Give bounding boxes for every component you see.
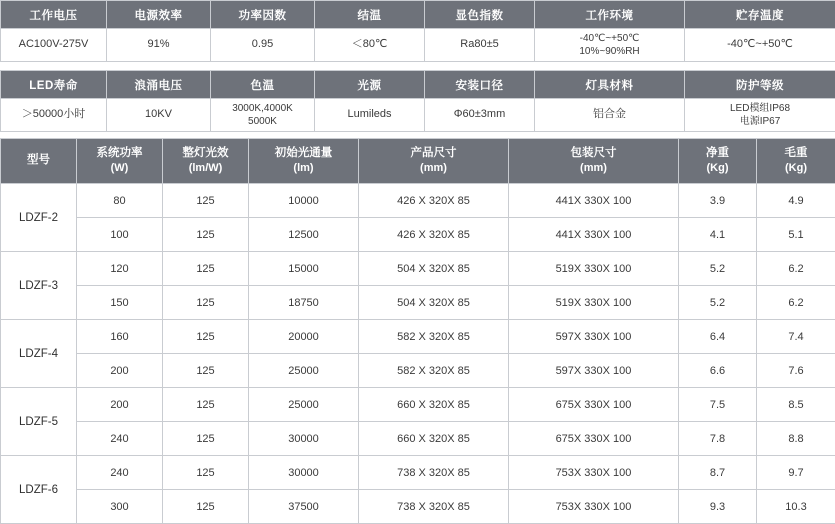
table-row [1, 320, 835, 354]
model-table-body [1, 184, 835, 524]
cell-net-weight: 7.8 [679, 422, 757, 456]
spec2-header-surge-voltage: 浪涌电压 [107, 71, 211, 99]
cell-net-weight: 9.3 [679, 490, 757, 524]
cell-package-size: 753X 330X 100 [509, 456, 679, 490]
column-header-efficacy-label: 整灯光效 [183, 147, 229, 159]
cell-efficacy: 125 [163, 490, 249, 524]
spec-table-electrical [0, 0, 835, 62]
cell-gross-weight: 4.9 [757, 184, 835, 218]
cell-system-power: 240 [77, 422, 163, 456]
cell-product-size: 504 X 320X 85 [359, 252, 509, 286]
cell-efficacy: 125 [163, 286, 249, 320]
cell-net-weight: 6.6 [679, 354, 757, 388]
cell-efficacy: 125 [163, 252, 249, 286]
cct-line-1: 3000K,4000K [212, 102, 313, 115]
cell-gross-weight: 8.5 [757, 388, 835, 422]
spec1-header-voltage: 工作电压 [1, 1, 107, 29]
column-header-product-size [359, 139, 509, 184]
cell-system-power: 240 [77, 456, 163, 490]
cell-efficacy: 125 [163, 320, 249, 354]
spec2-value-light-source: Lumileds [315, 99, 425, 132]
model-name-cell: LDZF-2 [1, 184, 77, 252]
table-row [1, 354, 835, 388]
cell-system-power: 80 [77, 184, 163, 218]
cell-package-size: 597X 330X 100 [509, 320, 679, 354]
spec2-value-housing-material: 铝合金 [535, 99, 685, 132]
cct-line-2: 5000K [212, 115, 313, 128]
table-row [1, 99, 835, 132]
cell-system-power: 200 [77, 388, 163, 422]
spec1-header-cri: 显色指数 [425, 1, 535, 29]
spec1-header-power-factor: 功率因数 [211, 1, 315, 29]
spec2-header-led-lifespan: LED寿命 [1, 71, 107, 99]
cell-initial-flux: 25000 [249, 354, 359, 388]
cell-product-size: 582 X 320X 85 [359, 320, 509, 354]
cell-gross-weight: 6.2 [757, 252, 835, 286]
spec1-header-junction-temp: 结温 [315, 1, 425, 29]
column-header-system-power-label: 系统功率 [97, 147, 143, 159]
column-header-initial-flux-label: 初始光通量 [275, 147, 333, 159]
spec2-header-ip-rating: 防护等级 [685, 71, 835, 99]
column-header-net-weight-label: 净重 [706, 147, 729, 159]
spec1-value-efficiency: 91% [107, 29, 211, 62]
table-row [1, 388, 835, 422]
cell-product-size: 582 X 320X 85 [359, 354, 509, 388]
cell-package-size: 675X 330X 100 [509, 422, 679, 456]
column-header-product-size-unit: (mm) [360, 161, 507, 176]
cell-product-size: 426 X 320X 85 [359, 218, 509, 252]
cell-gross-weight: 10.3 [757, 490, 835, 524]
spec1-value-cri: Ra80±5 [425, 29, 535, 62]
table-row [1, 456, 835, 490]
cell-initial-flux: 18750 [249, 286, 359, 320]
spec1-value-operating-env [535, 29, 685, 62]
cell-gross-weight: 7.4 [757, 320, 835, 354]
table-row [1, 286, 835, 320]
cell-product-size: 426 X 320X 85 [359, 184, 509, 218]
model-name-cell: LDZF-5 [1, 388, 77, 456]
cell-package-size: 441X 330X 100 [509, 218, 679, 252]
model-specification-table [0, 138, 835, 524]
column-header-system-power-unit: (W) [78, 161, 161, 176]
cell-product-size: 660 X 320X 85 [359, 422, 509, 456]
column-header-model-label: 型号 [27, 154, 50, 166]
cell-efficacy: 125 [163, 184, 249, 218]
operating-env-line-1: -40℃~+50℃ [536, 32, 683, 45]
column-header-efficacy [163, 139, 249, 184]
section-divider-1 [0, 62, 835, 70]
spec2-value-mounting-diameter: Φ60±3mm [425, 99, 535, 132]
column-header-system-power [77, 139, 163, 184]
column-header-efficacy-unit: (lm/W) [164, 161, 247, 176]
column-header-model [1, 139, 77, 184]
table-row-header [1, 139, 835, 184]
cell-system-power: 300 [77, 490, 163, 524]
cell-net-weight: 6.4 [679, 320, 757, 354]
spec2-header-cct: 色温 [211, 71, 315, 99]
spec2-value-cct [211, 99, 315, 132]
table-row [1, 184, 835, 218]
ip-rating-line-2: 电源IP67 [686, 115, 834, 128]
model-name-cell: LDZF-4 [1, 320, 77, 388]
ip-rating-line-1: LED模组IP68 [686, 102, 834, 115]
cell-net-weight: 7.5 [679, 388, 757, 422]
cell-product-size: 660 X 320X 85 [359, 388, 509, 422]
spec1-value-power-factor: 0.95 [211, 29, 315, 62]
cell-package-size: 753X 330X 100 [509, 490, 679, 524]
cell-net-weight: 5.2 [679, 252, 757, 286]
column-header-net-weight [679, 139, 757, 184]
cell-initial-flux: 20000 [249, 320, 359, 354]
cell-initial-flux: 12500 [249, 218, 359, 252]
cell-net-weight: 4.1 [679, 218, 757, 252]
column-header-product-size-label: 产品尺寸 [411, 147, 457, 159]
cell-efficacy: 125 [163, 354, 249, 388]
cell-system-power: 120 [77, 252, 163, 286]
cell-net-weight: 5.2 [679, 286, 757, 320]
spec2-header-housing-material: 灯具材料 [535, 71, 685, 99]
column-header-gross-weight-unit: (Kg) [758, 161, 834, 176]
spec1-header-operating-env: 工作环境 [535, 1, 685, 29]
spec2-header-mounting-diameter: 安装口径 [425, 71, 535, 99]
cell-initial-flux: 10000 [249, 184, 359, 218]
cell-package-size: 519X 330X 100 [509, 252, 679, 286]
table-row [1, 218, 835, 252]
spec2-value-ip-rating [685, 99, 835, 132]
cell-efficacy: 125 [163, 388, 249, 422]
model-name-cell: LDZF-6 [1, 456, 77, 524]
spec-table-mechanical [0, 70, 835, 132]
cell-product-size: 738 X 320X 85 [359, 456, 509, 490]
cell-efficacy: 125 [163, 422, 249, 456]
cell-package-size: 597X 330X 100 [509, 354, 679, 388]
cell-system-power: 150 [77, 286, 163, 320]
cell-product-size: 504 X 320X 85 [359, 286, 509, 320]
cell-efficacy: 125 [163, 456, 249, 490]
cell-system-power: 200 [77, 354, 163, 388]
column-header-initial-flux-unit: (lm) [250, 161, 357, 176]
cell-package-size: 441X 330X 100 [509, 184, 679, 218]
cell-gross-weight: 7.6 [757, 354, 835, 388]
cell-initial-flux: 30000 [249, 422, 359, 456]
cell-gross-weight: 6.2 [757, 286, 835, 320]
spec2-value-surge-voltage: 10KV [107, 99, 211, 132]
column-header-package-size [509, 139, 679, 184]
cell-gross-weight: 9.7 [757, 456, 835, 490]
table-row-header [1, 71, 835, 99]
cell-initial-flux: 25000 [249, 388, 359, 422]
cell-net-weight: 8.7 [679, 456, 757, 490]
spec1-value-storage-temp: -40℃~+50℃ [685, 29, 835, 62]
spec2-value-led-lifespan: ＞50000小时 [1, 99, 107, 132]
spec1-header-storage-temp: 贮存温度 [685, 1, 835, 29]
column-header-package-size-unit: (mm) [510, 161, 677, 176]
model-name-cell: LDZF-3 [1, 252, 77, 320]
operating-env-line-2: 10%~90%RH [536, 45, 683, 58]
column-header-package-size-label: 包装尺寸 [571, 147, 617, 159]
cell-efficacy: 125 [163, 218, 249, 252]
cell-initial-flux: 15000 [249, 252, 359, 286]
column-header-net-weight-unit: (Kg) [680, 161, 755, 176]
column-header-gross-weight [757, 139, 835, 184]
table-row [1, 252, 835, 286]
cell-net-weight: 3.9 [679, 184, 757, 218]
cell-gross-weight: 5.1 [757, 218, 835, 252]
cell-initial-flux: 30000 [249, 456, 359, 490]
column-header-gross-weight-label: 毛重 [785, 147, 808, 159]
cell-product-size: 738 X 320X 85 [359, 490, 509, 524]
spec1-header-efficiency: 电源效率 [107, 1, 211, 29]
table-row [1, 29, 835, 62]
spec2-header-light-source: 光源 [315, 71, 425, 99]
cell-initial-flux: 37500 [249, 490, 359, 524]
cell-system-power: 100 [77, 218, 163, 252]
cell-package-size: 519X 330X 100 [509, 286, 679, 320]
column-header-initial-flux [249, 139, 359, 184]
cell-system-power: 160 [77, 320, 163, 354]
spec1-value-voltage: AC100V-275V [1, 29, 107, 62]
spec1-value-junction-temp: ＜80℃ [315, 29, 425, 62]
table-row [1, 490, 835, 524]
table-row-header [1, 1, 835, 29]
table-row [1, 422, 835, 456]
cell-gross-weight: 8.8 [757, 422, 835, 456]
cell-package-size: 675X 330X 100 [509, 388, 679, 422]
